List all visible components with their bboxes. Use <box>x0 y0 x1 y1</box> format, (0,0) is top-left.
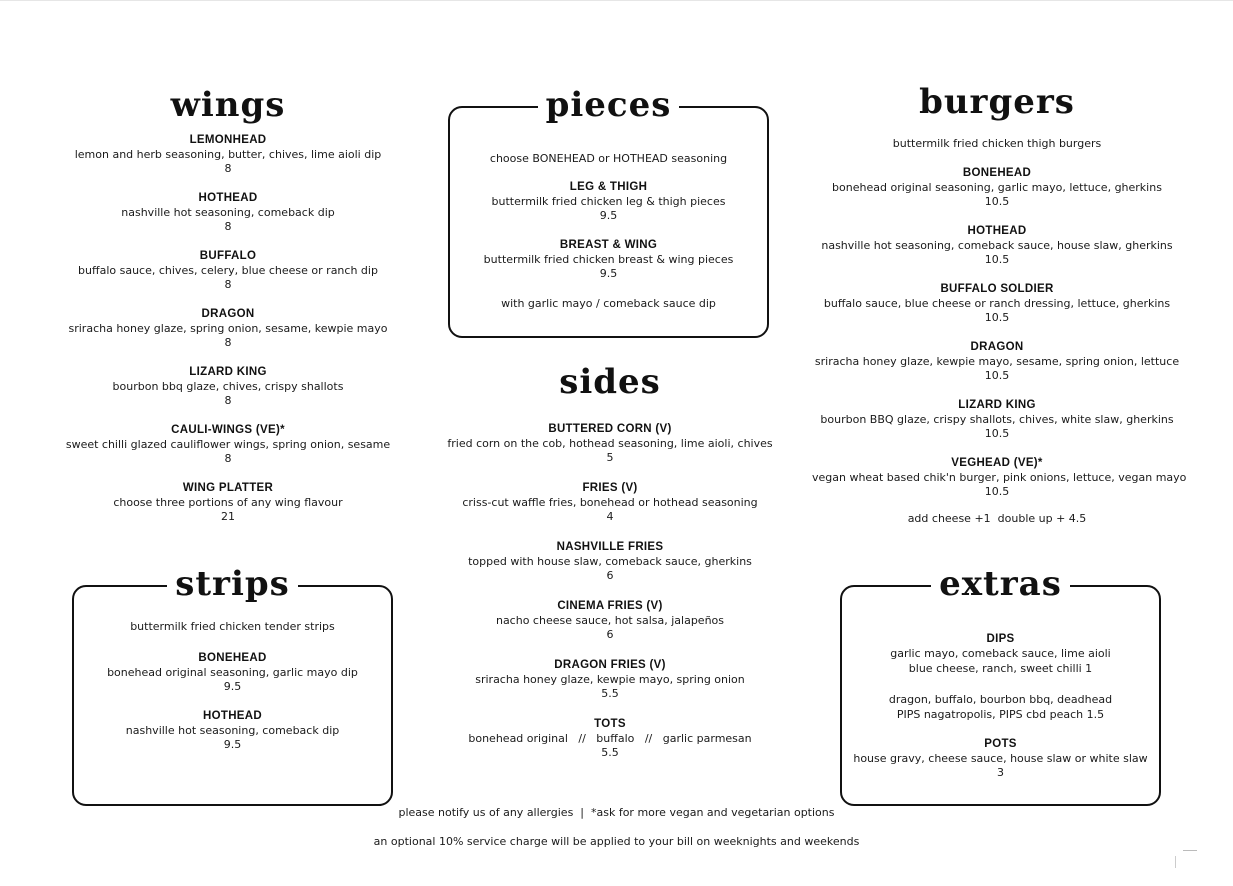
corner-mark <box>1183 850 1197 851</box>
item-desc: criss-cut waffle fries, bonehead or hothead seasoning <box>462 496 758 509</box>
item-desc: bourbon BBQ glaze, crispy shallots, chives, white slaw, gherkins <box>820 413 1174 426</box>
item-price: 8 <box>224 452 232 465</box>
item-name: HOTHEAD <box>203 710 262 722</box>
item-desc: buttermilk fried chicken breast & wing pieces <box>483 253 734 266</box>
corner-mark <box>1175 856 1176 868</box>
burgers-item <box>812 456 1187 499</box>
item-price: 9.5 <box>223 680 242 693</box>
burgers-item <box>812 340 1182 383</box>
item-desc: choose three portions of any wing flavour <box>113 496 343 509</box>
pieces-title-wrap <box>450 85 767 125</box>
burgers-item <box>812 224 1182 267</box>
item-desc: sweet chilli glazed cauliflower wings, spring onion, sesame <box>65 438 391 451</box>
item-name: BONEHEAD <box>962 167 1032 179</box>
strips-title: strips <box>167 564 298 604</box>
burgers-title: burgers <box>919 82 1075 122</box>
item-desc: bonehead original seasoning, garlic mayo dip <box>107 666 358 679</box>
item-name: HOTHEAD <box>967 225 1027 237</box>
item-desc: nacho cheese sauce, hot salsa, jalapeños <box>495 614 725 627</box>
wings-title: wings <box>170 85 286 125</box>
item-price: 5 <box>606 451 614 464</box>
pieces-title: pieces <box>538 85 680 125</box>
extras-box <box>840 564 1161 806</box>
item-name: LEMONHEAD <box>189 134 267 146</box>
burgers-item <box>812 166 1182 209</box>
item-desc: buffalo sauce, blue cheese or ranch dressing, lettuce, gherkins <box>823 297 1171 310</box>
burgers-item <box>812 398 1182 441</box>
wings-item <box>58 249 398 292</box>
item-desc: bonehead original // buffalo // garlic parmesan <box>468 732 752 745</box>
item-desc: lemon and herb seasoning, butter, chives, lime aioli dip <box>74 148 382 161</box>
item-name: NASHVILLE FRIES <box>556 541 664 553</box>
item-name: FRIES (V) <box>582 482 638 494</box>
strips-title-wrap <box>74 564 391 604</box>
strips-item <box>74 709 391 752</box>
item-desc: sriracha honey glaze, spring onion, sesame, kewpie mayo <box>68 322 388 335</box>
dips-line: dragon, buffalo, bourbon bbq, deadhead <box>888 693 1113 706</box>
sides-item <box>440 658 780 701</box>
item-price: 10.5 <box>984 369 1010 382</box>
item-price: 8 <box>224 336 232 349</box>
item-price: 10.5 <box>984 427 1010 440</box>
item-price: 10.5 <box>984 195 1010 208</box>
item-name: CINEMA FRIES (V) <box>557 600 663 612</box>
item-name: BUTTERED CORN (V) <box>548 423 672 435</box>
item-name: BUFFALO SOLDIER <box>940 283 1054 295</box>
pots-desc: house gravy, cheese sauce, house slaw or white slaw <box>853 752 1148 765</box>
item-name: DRAGON <box>201 308 255 320</box>
item-desc: vegan wheat based chik'n burger, pink onions, lettuce, vegan mayo <box>812 471 1187 484</box>
pieces-outro: with garlic mayo / comeback sauce dip <box>501 297 716 310</box>
item-name: LIZARD KING <box>958 399 1036 411</box>
item-desc: sriracha honey glaze, kewpie mayo, spring onion <box>475 673 745 686</box>
pots-name: POTS <box>984 738 1017 750</box>
sides-item <box>440 481 780 524</box>
item-name: BREAST & WING <box>559 239 658 251</box>
item-price: 21 <box>221 510 235 523</box>
dips-name: DIPS <box>986 633 1015 645</box>
item-name: LEG & THIGH <box>569 181 648 193</box>
item-price: 9.5 <box>599 209 618 222</box>
allergy-notice: please notify us of any allergies | *ask for more vegan and vegetarian options <box>398 806 835 819</box>
item-desc: buffalo sauce, chives, celery, blue cheese or ranch dip <box>78 264 378 277</box>
item-price: 8 <box>224 162 232 175</box>
sides-item <box>440 422 780 465</box>
item-name: VEGHEAD (VE)* <box>951 457 1043 469</box>
item-name: LIZARD KING <box>189 366 267 378</box>
sides-item <box>440 599 780 642</box>
item-desc: nashville hot seasoning, comeback sauce, house slaw, gherkins <box>821 239 1173 252</box>
sides-item <box>440 540 780 583</box>
item-price: 9.5 <box>599 267 618 280</box>
item-price: 8 <box>224 394 232 407</box>
item-price: 10.5 <box>984 485 1010 498</box>
wings-item <box>58 307 398 350</box>
wings-item <box>58 133 398 176</box>
wings-item <box>58 423 398 466</box>
item-name: TOTS <box>594 718 626 730</box>
burgers-intro: buttermilk fried chicken thigh burgers <box>892 137 1102 150</box>
top-divider <box>0 0 1233 1</box>
burgers-item <box>812 282 1182 325</box>
service-charge-notice: an optional 10% service charge will be applied to your bill on weeknights and weekends <box>373 835 860 848</box>
item-name: HOTHEAD <box>198 192 258 204</box>
item-price: 6 <box>606 628 614 641</box>
extras-title: extras <box>931 564 1070 604</box>
strips-box <box>72 564 393 806</box>
pieces-intro: choose BONEHEAD or HOTHEAD seasoning <box>489 152 728 165</box>
wings-item <box>58 481 398 524</box>
wings-section <box>58 85 398 539</box>
pieces-item <box>450 180 767 223</box>
wings-item <box>58 365 398 408</box>
dips-line: garlic mayo, comeback sauce, lime aioli <box>890 647 1111 660</box>
item-desc: bonehead original seasoning, garlic mayo, lettuce, gherkins <box>832 181 1162 194</box>
burgers-addon: add cheese +1 double up + 4.5 <box>907 512 1087 525</box>
item-desc: nashville hot seasoning, comeback dip <box>121 206 335 219</box>
sides-title: sides <box>559 362 661 402</box>
item-desc: fried corn on the cob, hothead seasoning, lime aioli, chives <box>447 437 773 450</box>
burgers-section <box>812 82 1187 526</box>
dips-line: PIPS nagatropolis, PIPS cbd peach 1.5 <box>896 708 1105 721</box>
dips-line: blue cheese, ranch, sweet chilli 1 <box>908 662 1093 675</box>
sides-item <box>440 717 780 760</box>
item-price: 5.5 <box>601 746 619 759</box>
item-name: BONEHEAD <box>198 652 267 664</box>
strips-intro: buttermilk fried chicken tender strips <box>130 620 335 633</box>
item-name: DRAGON FRIES (V) <box>554 659 666 671</box>
sides-section <box>440 362 780 760</box>
item-name: WING PLATTER <box>182 482 274 494</box>
pieces-box <box>448 85 769 338</box>
pots-price: 3 <box>997 766 1004 779</box>
strips-item <box>74 651 391 694</box>
wings-item <box>58 191 398 234</box>
item-desc: topped with house slaw, comeback sauce, gherkins <box>468 555 752 568</box>
item-price: 8 <box>224 220 232 233</box>
item-price: 8 <box>224 278 232 291</box>
item-name: CAULI-WINGS (VE)* <box>171 424 285 436</box>
extras-title-wrap <box>842 564 1159 604</box>
item-price: 4 <box>606 510 614 523</box>
item-desc: sriracha honey glaze, kewpie mayo, sesame, spring onion, lettuce <box>814 355 1180 368</box>
item-desc: buttermilk fried chicken leg & thigh pieces <box>491 195 726 208</box>
item-price: 9.5 <box>223 738 242 751</box>
item-name: BUFFALO <box>199 250 257 262</box>
item-price: 10.5 <box>984 253 1010 266</box>
item-price: 5.5 <box>601 687 619 700</box>
pieces-item <box>450 238 767 281</box>
item-price: 10.5 <box>984 311 1010 324</box>
item-price: 6 <box>606 569 614 582</box>
item-desc: bourbon bbq glaze, chives, crispy shallots <box>112 380 344 393</box>
item-name: DRAGON <box>970 341 1024 353</box>
item-desc: nashville hot seasoning, comeback dip <box>125 724 340 737</box>
